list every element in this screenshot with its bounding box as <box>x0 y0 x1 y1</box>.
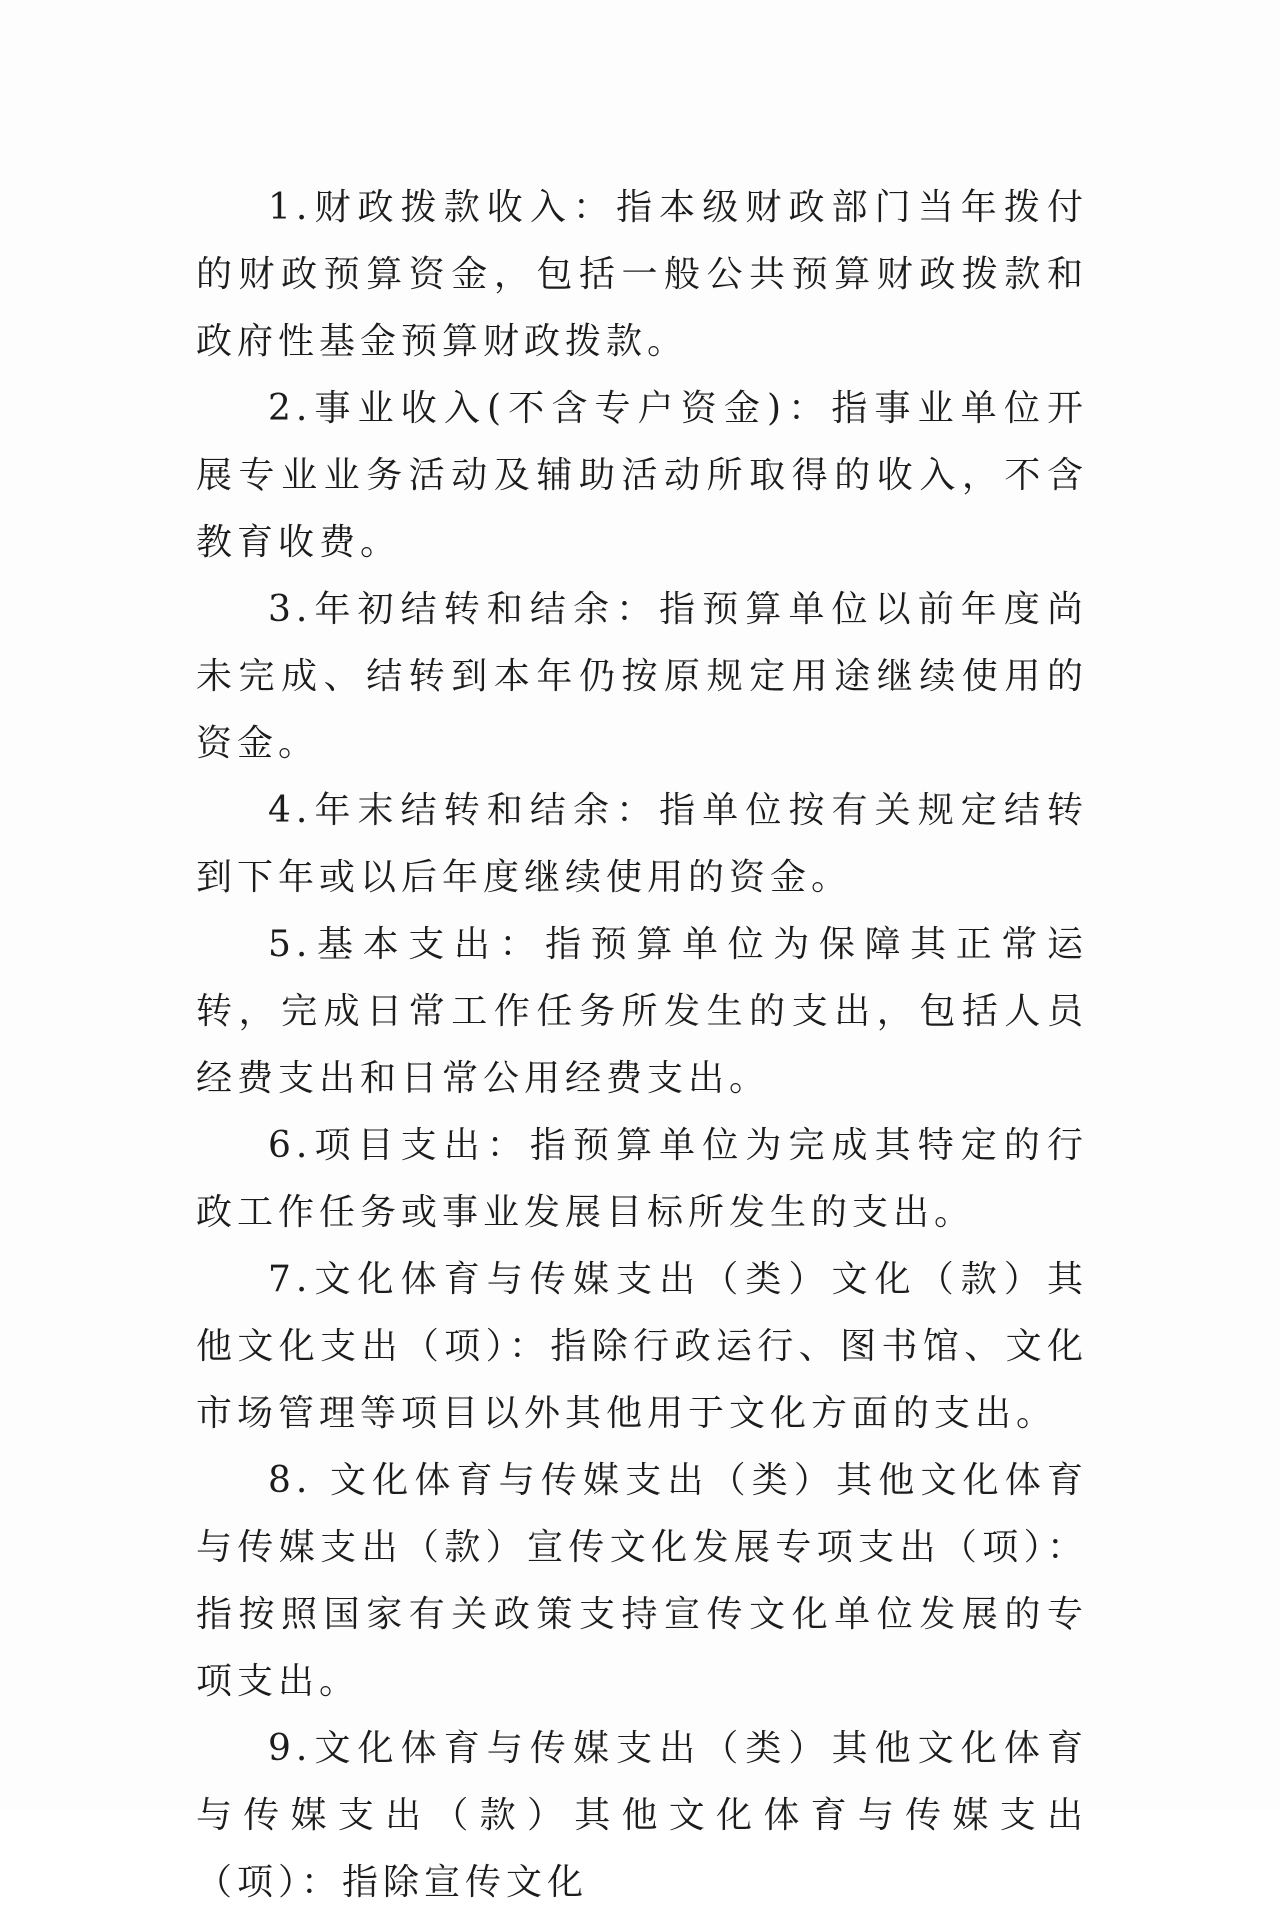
document-body <box>196 174 1088 1916</box>
paragraph-5: 5.基本支出：指预算单位为保障其正常运转，完成日常工作任务所发生的支出，包括人员经费支出和日常公用经费支出。 <box>196 924 1088 1099</box>
paragraph-4: 4.年末结转和结余：指单位按有关规定结转到下年或以后年度继续使用的资金。 <box>196 790 1088 898</box>
paragraph-7: 7.文化体育与传媒支出（类）文化（款）其他文化支出（项）：指除行政运行、图书馆、文化市场管理等项目以外其他用于文化方面的支出。 <box>196 1259 1088 1434</box>
paragraph-3: 3.年初结转和结余：指预算单位以前年度尚未完成、结转到本年仍按原规定用途继续使用的资金。 <box>196 589 1088 764</box>
paragraph-2: 2.事业收入(不含专户资金)：指事业单位开展专业业务活动及辅助活动所取得的收入，不含教育收费。 <box>196 388 1088 563</box>
paragraph-1: 1.财政拨款收入：指本级财政部门当年拨付的财政预算资金，包括一般公共预算财政拨款和政府性基金预算财政拨款。 <box>196 187 1088 362</box>
paragraph-8: 8. 文化体育与传媒支出（类）其他文化体育与传媒支出（款）宣传文化发展专项支出（项）：指按照国家有关政策支持宣传文化单位发展的专项支出。 <box>196 1460 1088 1702</box>
paragraph-9: 9.文化体育与传媒支出（类）其他文化体育与传媒支出（款）其他文化体育与传媒支出（项）：指除宣传文化 <box>196 1728 1088 1903</box>
paragraph-6: 6.项目支出：指预算单位为完成其特定的行政工作任务或事业发展目标所发生的支出。 <box>196 1125 1088 1233</box>
